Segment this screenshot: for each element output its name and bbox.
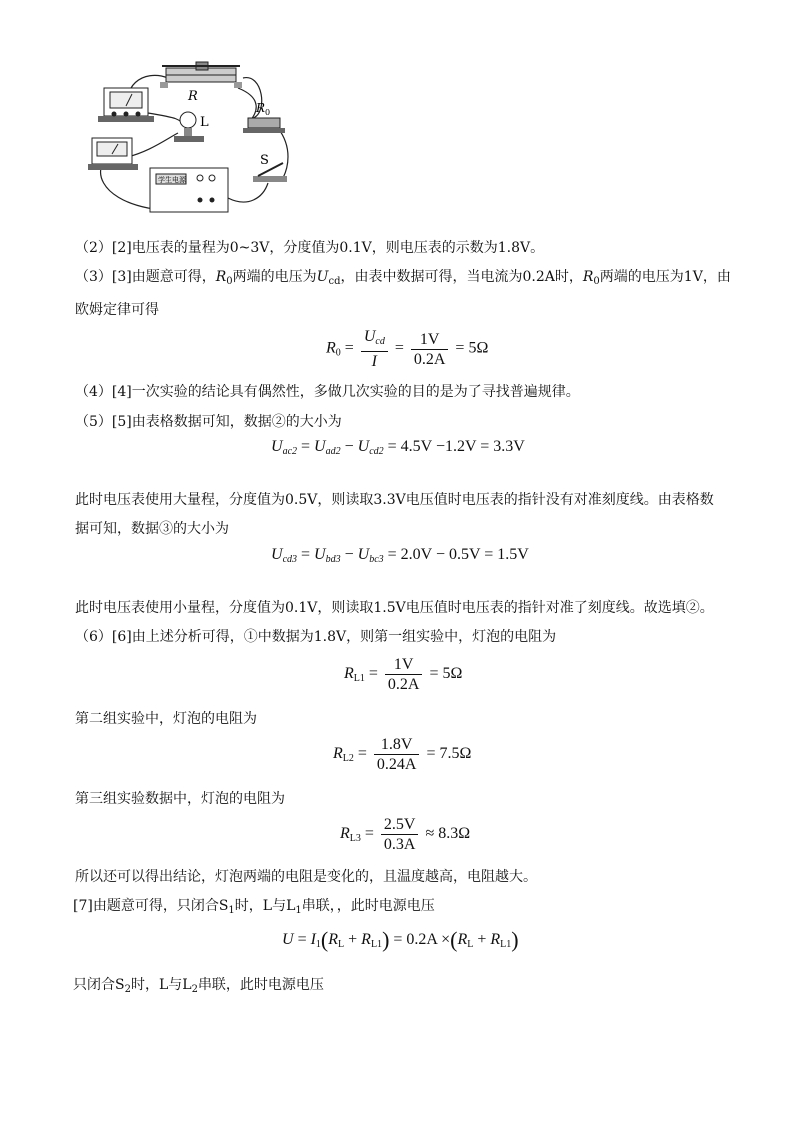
paragraph-13: 只闭合$S_2$时，L与$L_2$串联，此时电源电压 <box>73 977 324 995</box>
rheostat <box>160 62 242 88</box>
paragraph-6b: 据可知，数据③的大小为 <box>75 521 229 537</box>
power-supply <box>150 168 228 212</box>
paragraph-4: （4）[4]一次实验的结论具有偶然性，多做几次实验的目的是为了寻找普遍规律。 <box>75 384 580 400</box>
paragraph-12: [7]由题意可得，只闭合$S_1$时，L与$L_1$串联，，此时电源电压 <box>73 898 435 916</box>
equation-1: $R_0$ = $\frac{U_{cd}}{I}$ = $\frac{1V}{0.2A}$ = 5Ω <box>326 328 489 370</box>
paragraph-8: （6）[6]由上述分析可得，①中数据为1.8V，则第一组实验中，灯泡的电阻为 <box>75 629 557 645</box>
paragraph-9: 第二组实验中，灯泡的电阻为 <box>75 711 257 727</box>
circuit-figure <box>88 58 308 218</box>
paragraph-7: 此时电压表使用小量程，分度值为0.1V，则读取1.5V电压值时电压表的指针对准了刻度线。故选填②。 <box>75 600 714 616</box>
equation-5: $R_{L2}$ = $\frac{1.8V}{0.24A}$ = 7.5Ω <box>333 736 472 773</box>
paragraph-3b: 欧姆定律可得 <box>75 302 159 318</box>
equation-2: $U_{ac2} = U_{ad2} - U_{cd2} = 4.5V -1.2V = 3.3V$ <box>271 438 525 457</box>
equation-7: $U = I_1(R_L + R_{L1}) = 0.2A \times(R_L + R_{L1})$ <box>282 927 519 952</box>
power-label: 学生电源 <box>158 176 186 184</box>
meter-top <box>98 88 154 122</box>
paragraph-10: 第三组实验数据中，灯泡的电阻为 <box>75 791 285 807</box>
paragraph-2: （2）[2]电压表的量程为0~3V，分度值为0.1V，则电压表的示数为1.8V。 <box>75 240 545 256</box>
label-R0: $R_0$ <box>256 101 271 117</box>
equation-6: $R_{L3}$ = $\frac{2.5V}{0.3A}$ ≈ 8.3Ω <box>340 816 471 853</box>
equation-4: $R_{L1}$ = $\frac{1V}{0.2A}$ = 5Ω <box>344 656 463 693</box>
paragraph-11: 所以还可以得出结论，灯泡两端的电阻是变化的，且温度越高，电阻越大。 <box>75 869 537 885</box>
paragraph-6a: 此时电压表使用大量程，分度值为0.5V，则读取3.3V电压值时电压表的指针没有对准刻度线。由表格数 <box>75 492 714 508</box>
label-S: S <box>260 153 269 168</box>
meter-bottom <box>88 138 138 170</box>
switch-S <box>253 163 287 182</box>
label-L: L <box>200 115 209 130</box>
paragraph-5: （5）[5]由表格数据可知，数据②的大小为 <box>75 414 342 430</box>
label-R: R <box>188 89 198 104</box>
paragraph-3a: （3）[3]由题意可得，$R_0$两端的电压为$U_{cd}$，由表中数据可得，当电流为0.2A时，$R_0$两端的电压为1V，由 <box>75 269 731 287</box>
equation-3: $U_{cd3} = U_{bd3} - U_{bc3} = 2.0V - 0.5V = 1.5V$ <box>271 546 529 565</box>
resistor-R0 <box>243 118 285 133</box>
